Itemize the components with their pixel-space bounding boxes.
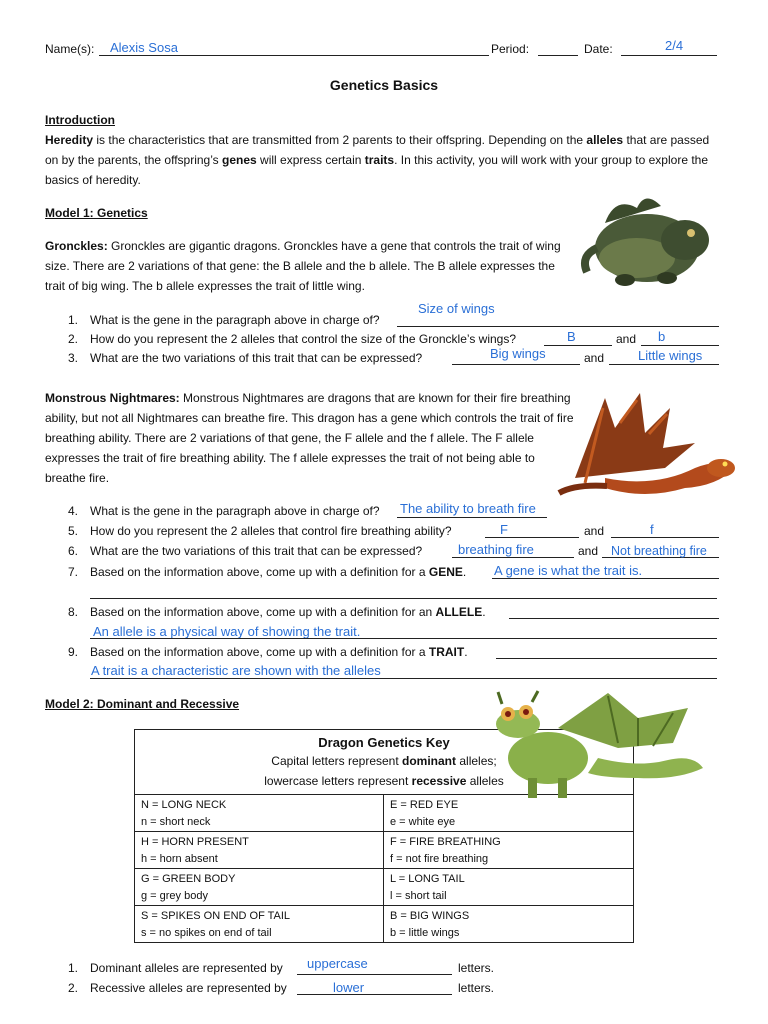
- q9-text-c: .: [464, 645, 468, 659]
- key-dominant: G = GREEN BODY: [141, 873, 236, 885]
- q8-line-1[interactable]: [509, 618, 719, 619]
- q2-line-a: [544, 345, 612, 346]
- page-title: Genetics Basics: [329, 77, 439, 93]
- q9-line-2: [90, 678, 717, 679]
- intro-text-2: that are passed on by the parents, the offspring’s: [45, 133, 710, 167]
- q8-text-c: .: [482, 605, 486, 619]
- q9-text: [90, 645, 468, 659]
- m2q1-number: 1.: [68, 961, 79, 975]
- term-alleles: alleles: [586, 133, 624, 147]
- q9-text-a: Based on the information above, come up with a definition for a: [90, 645, 429, 659]
- q5-answer-a[interactable]: F: [500, 522, 508, 537]
- m2q2-line: [297, 994, 452, 995]
- q9-number: 9.: [68, 645, 79, 659]
- period-label: Period:: [491, 42, 530, 56]
- key-recessive: f = not fire breathing: [390, 853, 489, 865]
- key-sub2-b: recessive: [411, 774, 467, 788]
- q7-term-gene: GENE: [428, 565, 463, 579]
- m2q2-text: Recessive alleles are represented by: [90, 981, 287, 995]
- key-grid: [135, 794, 633, 942]
- key-dominant: S = SPIKES ON END OF TAIL: [141, 910, 291, 922]
- period-line[interactable]: [538, 55, 578, 56]
- key-dominant: B = BIG WINGS: [390, 910, 470, 922]
- q6-text: What are the two variations of this trait that can be expressed?: [90, 544, 423, 558]
- key-sub1-c: alleles;: [456, 754, 497, 768]
- intro-text-4: . In this activity, you will work with your group to explore the basics of heredity.: [45, 153, 709, 187]
- m2q2-end: letters.: [458, 981, 495, 995]
- key-cell: [135, 795, 384, 832]
- q3-answer-b[interactable]: Little wings: [638, 348, 703, 363]
- q1-answer[interactable]: Size of wings: [418, 301, 495, 316]
- monstrous-nightmare-illustration: [545, 388, 745, 503]
- q1-line: [397, 326, 719, 327]
- m2q1-answer[interactable]: uppercase: [307, 956, 368, 971]
- m2q1-end: letters.: [458, 961, 495, 975]
- q3-answer-a[interactable]: Big wings: [490, 346, 546, 361]
- nightmares-paragraph: [45, 388, 575, 488]
- q6-answer-a[interactable]: breathing fire: [458, 542, 534, 557]
- gronckles-label: Gronckles:: [45, 239, 108, 253]
- q6-answer-b[interactable]: Not breathing fire: [611, 544, 707, 558]
- key-title: Dragon Genetics Key: [318, 735, 450, 750]
- q3-line-a: [452, 364, 580, 365]
- intro-text-1: is the characteristics that are transmitted from 2 parents to their offspring. Depending on the: [93, 133, 587, 147]
- key-cell: [135, 906, 384, 943]
- q7-text: [90, 565, 466, 579]
- q1-number: 1.: [68, 313, 79, 327]
- key-sub2-c: alleles: [466, 774, 504, 788]
- q2-and: and: [616, 332, 637, 346]
- gronckles-text: Gronckles are gigantic dragons. Gronckles have a gene that controls the trait of wing size. There are 2 variations of that gene: the B allele and the b allele. The B allele expresses the trait of big wing. The b allele expresses the trait of little wing.: [45, 239, 561, 293]
- m2q2-number: 2.: [68, 981, 79, 995]
- q4-answer[interactable]: The ability to breath fire: [400, 501, 536, 516]
- key-cell: [384, 906, 633, 943]
- name-label: Name(s):: [45, 42, 95, 56]
- q7-number: 7.: [68, 565, 79, 579]
- q9-line-1[interactable]: [496, 658, 717, 659]
- key-cell: [135, 832, 384, 869]
- key-dominant: N = LONG NECK: [141, 799, 227, 811]
- q6-line-a: [452, 557, 574, 558]
- q3-line-b: [609, 364, 719, 365]
- key-recessive: g = grey body: [141, 890, 208, 902]
- key-sub1-b: dominant: [402, 754, 457, 768]
- q5-and: and: [584, 524, 605, 538]
- q8-term-allele: ALLELE: [435, 605, 483, 619]
- key-recessive: s = no spikes on end of tail: [141, 927, 272, 939]
- q4-number: 4.: [68, 504, 79, 518]
- key-dominant: E = RED EYE: [390, 799, 459, 811]
- q7-line-2[interactable]: [90, 598, 717, 599]
- q3-number: 3.: [68, 351, 79, 365]
- nightmares-label: Monstrous Nightmares:: [45, 391, 180, 405]
- model2-heading: Model 2: Dominant and Recessive: [45, 697, 240, 711]
- nightmares-text: Monstrous Nightmares are dragons that are known for their fire breathing ability, but not all Nightmares can breathe fire. This dragon has a gene which controls the trait of fire breathing ability. There are 2 variations of that gene, the F allele and the f allele. The F allele expresses the trait of fire breathing ability. The f allele expresses the trait of not being able to breathe fire.: [45, 391, 574, 485]
- key-recessive: n = short neck: [141, 816, 211, 828]
- m2q1-line: [297, 974, 452, 975]
- key-cell: [384, 869, 633, 906]
- q4-text: What is the gene in the paragraph above in charge of?: [90, 504, 380, 518]
- q8-number: 8.: [68, 605, 79, 619]
- q9-answer[interactable]: A trait is a characteristic are shown with the alleles: [91, 663, 381, 678]
- key-dominant: H = HORN PRESENT: [141, 836, 249, 848]
- model1-heading: Model 1: Genetics: [45, 206, 148, 220]
- key-sub2-a: lowercase letters represent: [264, 774, 412, 788]
- q8-text-a: Based on the information above, come up with a definition for an: [90, 605, 436, 619]
- key-row: [135, 831, 633, 868]
- q7-text-a: Based on the information above, come up with a definition for a: [90, 565, 429, 579]
- key-row: [135, 905, 633, 942]
- key-cell: [384, 795, 633, 832]
- q2-answer-a[interactable]: B: [567, 329, 576, 344]
- term-heredity: Heredity: [45, 133, 94, 147]
- q5-answer-b[interactable]: f: [650, 522, 654, 537]
- q4-line: [397, 517, 547, 518]
- green-dragon-illustration: [488, 688, 708, 800]
- q8-line-2: [90, 638, 717, 639]
- q8-answer[interactable]: An allele is a physical way of showing the trait.: [93, 624, 361, 639]
- q2-number: 2.: [68, 332, 79, 346]
- m2q2-answer[interactable]: lower: [333, 980, 365, 995]
- q3-and: and: [584, 351, 605, 365]
- q6-and: and: [578, 544, 599, 558]
- q7-text-c: .: [462, 565, 467, 579]
- intro-heading: Introduction: [45, 113, 115, 127]
- term-genes: genes: [222, 153, 257, 167]
- m2q1-text: Dominant alleles are represented by: [90, 961, 283, 975]
- key-sub1-a: Capital letters represent: [271, 754, 403, 768]
- q5-line-a: [485, 537, 579, 538]
- q3-text: What are the two variations of this trait that can be expressed?: [90, 351, 423, 365]
- date-line: [621, 55, 717, 56]
- term-traits: traits: [364, 153, 395, 167]
- key-cell: [135, 869, 384, 906]
- q5-text: How do you represent the 2 alleles that control fire breathing ability?: [90, 524, 452, 538]
- q5-number: 5.: [68, 524, 79, 538]
- key-row: [135, 868, 633, 905]
- key-recessive: e = white eye: [390, 816, 456, 828]
- key-cell: [384, 832, 633, 869]
- date-answer[interactable]: 2/4: [665, 38, 684, 53]
- q6-number: 6.: [68, 544, 79, 558]
- q8-text: [90, 605, 486, 619]
- date-label: Date:: [584, 42, 613, 56]
- key-dominant: L = LONG TAIL: [390, 873, 465, 885]
- key-recessive: b = little wings: [390, 927, 460, 939]
- key-dominant: F = FIRE BREATHING: [390, 836, 501, 848]
- q5-line-b: [611, 537, 719, 538]
- q2-answer-b[interactable]: b: [658, 329, 666, 344]
- q2-line-b: [641, 345, 719, 346]
- gronckle-dragon-illustration: [575, 178, 715, 293]
- name-answer[interactable]: Alexis Sosa: [110, 40, 178, 55]
- q1-text: What is the gene in the paragraph above in charge of?: [90, 313, 380, 327]
- intro-text-3: will express certain: [256, 153, 365, 167]
- q2-text: How do you represent the 2 alleles that control the size of the Gronckle’s wings?: [90, 332, 517, 346]
- gronckles-paragraph: [45, 236, 565, 296]
- q7-answer[interactable]: A gene is what the trait is.: [494, 563, 643, 578]
- q9-term-trait: TRAIT: [428, 645, 465, 659]
- key-recessive: l = short tail: [390, 890, 447, 902]
- key-recessive: h = horn absent: [141, 853, 218, 865]
- q7-line-1: [492, 578, 719, 579]
- name-line: [99, 55, 489, 56]
